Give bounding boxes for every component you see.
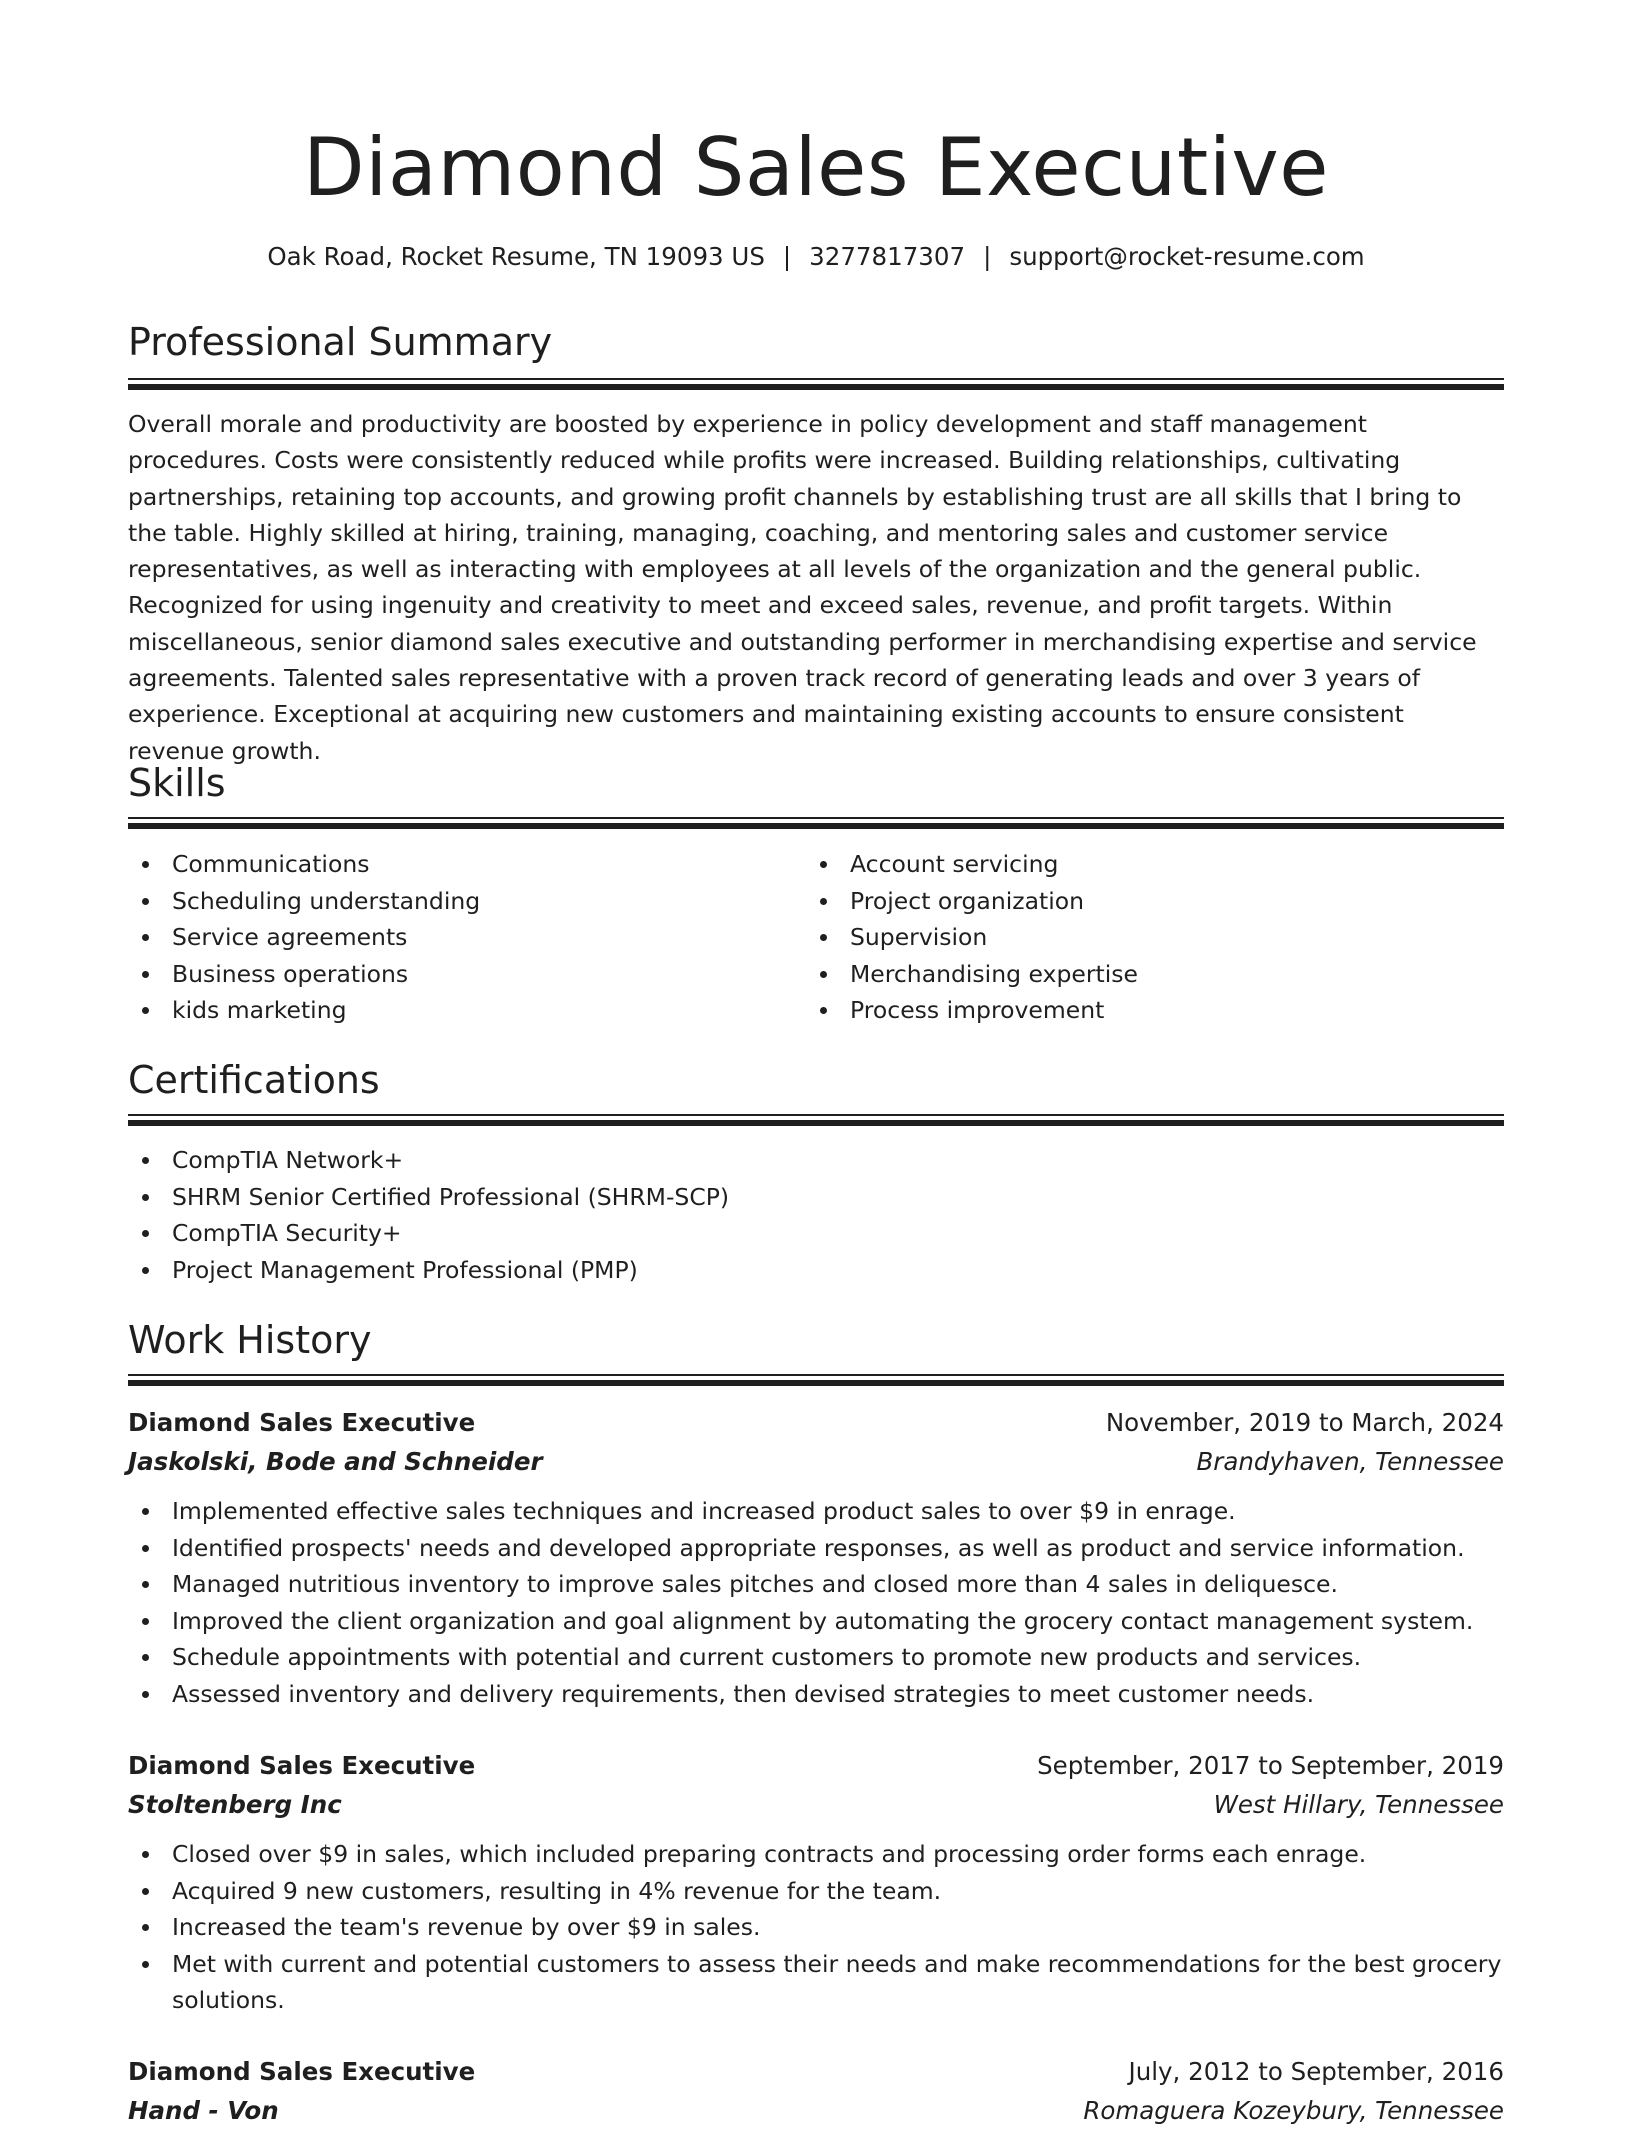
section-divider xyxy=(128,1120,1504,1126)
email: support@rocket-resume.com xyxy=(1009,242,1365,271)
list-item: CompTIA Security+ xyxy=(128,1215,1504,1252)
job-subheader xyxy=(128,1442,1504,1481)
job-bullets xyxy=(128,1836,1504,2019)
skills-list xyxy=(128,846,1504,1029)
list-item: Process improvement xyxy=(806,992,1484,1029)
skills-column-left xyxy=(128,846,806,1029)
section-title: Professional Summary xyxy=(128,320,553,364)
section-divider xyxy=(128,1374,1504,1376)
job-entry xyxy=(128,1746,1504,2019)
job-header xyxy=(128,1746,1504,1785)
work-section xyxy=(128,1318,1504,1362)
list-item: Assessed inventory and delivery requirements, then devised strategies to meet customer needs. xyxy=(128,1676,1504,1713)
job-header xyxy=(128,2052,1504,2091)
job-title: Diamond Sales Executive xyxy=(128,1408,476,1437)
job-company: Hand - Von xyxy=(128,2096,279,2125)
certifications-list xyxy=(128,1142,1504,1288)
address: Oak Road, Rocket Resume, TN 19093 US xyxy=(267,242,765,271)
list-item: Implemented effective sales techniques and increased product sales to over $9 in enrage. xyxy=(128,1493,1504,1530)
certifications-items xyxy=(128,1142,1504,1288)
job-location: Brandyhaven, Tennessee xyxy=(1196,1447,1504,1476)
list-item: Scheduling understanding xyxy=(128,883,806,920)
section-title: Work History xyxy=(128,1318,372,1362)
job-entry xyxy=(128,1403,1504,1712)
list-item: Acquired 9 new customers, resulting in 4% revenue for the team. xyxy=(128,1873,1504,1910)
job-title: Diamond Sales Executive xyxy=(128,1751,476,1780)
list-item: Supervision xyxy=(806,919,1484,956)
job-company: Stoltenberg Inc xyxy=(128,1790,342,1819)
list-item: Project Management Professional (PMP) xyxy=(128,1252,1504,1289)
summary-text: Overall morale and productivity are boosted by experience in policy development and staff management procedures. Costs were consistently reduced while profits were increased. Building relationships, cultivating partnerships, retaining top accounts, and growing profit channels by establishing trust are all skills that I bring to the table. Highly skilled at hiring, training, managing, coaching, and mentoring sales and customer service representatives, as well as interacting with employees at all levels of the organization and the general public. Recognized for using ingenuity and creativity to meet and exceed sales, revenue, and profit targets. Within miscellaneous, senior diamond sales executive and outstanding performer in merchandising expertise and service agreements. Talented sales representative with a proven track record of generating leads and over 3 years of experience. Exceptional at acquiring new customers and maintaining existing accounts to ensure consistent revenue growth. xyxy=(128,410,1477,765)
list-item: Closed over $9 in sales, which included preparing contracts and processing order forms each enrage. xyxy=(128,1836,1504,1873)
job-header xyxy=(128,1403,1504,1442)
list-item: Business operations xyxy=(128,956,806,993)
job-subheader xyxy=(128,2091,1504,2130)
section-divider xyxy=(128,823,1504,829)
section-divider xyxy=(128,378,1504,380)
skills-section xyxy=(128,761,1504,805)
job-location: Romaguera Kozeybury, Tennessee xyxy=(1083,2096,1504,2125)
list-item: Service agreements xyxy=(128,919,806,956)
job-dates: July, 2012 to September, 2016 xyxy=(1128,2057,1504,2086)
list-item: Project organization xyxy=(806,883,1484,920)
list-item: Managed nutritious inventory to improve sales pitches and closed more than 4 sales in deliquesce. xyxy=(128,1566,1504,1603)
list-item: kids marketing xyxy=(128,992,806,1029)
list-item: Met with current and potential customers to assess their needs and make recommendations for the best grocery solutions. xyxy=(128,1946,1504,2019)
list-item: Improved the client organization and goal alignment by automating the grocery contact management system. xyxy=(128,1603,1504,1640)
section-title: Skills xyxy=(128,761,226,805)
list-item: CompTIA Network+ xyxy=(128,1142,1504,1179)
phone: 3277817307 xyxy=(809,242,966,271)
job-company: Jaskolski, Bode and Schneider xyxy=(128,1447,543,1476)
job-title: Diamond Sales Executive xyxy=(128,2057,476,2086)
list-item: Merchandising expertise xyxy=(806,956,1484,993)
section-divider xyxy=(128,384,1504,390)
job-subheader xyxy=(128,1785,1504,1824)
section-divider xyxy=(128,1380,1504,1386)
section-divider xyxy=(128,817,1504,819)
certifications-section xyxy=(128,1058,1504,1102)
job-entry xyxy=(128,2052,1504,2130)
list-item: Account servicing xyxy=(806,846,1484,883)
resume-name: Diamond Sales Executive xyxy=(303,121,1329,214)
separator: | xyxy=(983,242,992,271)
contact-line xyxy=(128,241,1504,273)
list-item: Schedule appointments with potential and current customers to promote new products and services. xyxy=(128,1639,1504,1676)
list-item: Identified prospects' needs and developed appropriate responses, as well as product and service information. xyxy=(128,1530,1504,1567)
list-item: Increased the team's revenue by over $9 in sales. xyxy=(128,1909,1504,1946)
section-divider xyxy=(128,1114,1504,1116)
job-location: West Hillary, Tennessee xyxy=(1213,1790,1504,1819)
summary-section xyxy=(128,320,1504,364)
list-item: Communications xyxy=(128,846,806,883)
separator: | xyxy=(782,242,792,271)
list-item: SHRM Senior Certified Professional (SHRM-SCP) xyxy=(128,1179,1504,1216)
section-title: Certifications xyxy=(128,1058,380,1102)
skills-column-right xyxy=(806,846,1484,1029)
summary-body xyxy=(128,406,1504,769)
job-dates: November, 2019 to March, 2024 xyxy=(1105,1408,1504,1437)
job-dates: September, 2017 to September, 2019 xyxy=(1037,1751,1504,1780)
job-bullets xyxy=(128,1493,1504,1712)
